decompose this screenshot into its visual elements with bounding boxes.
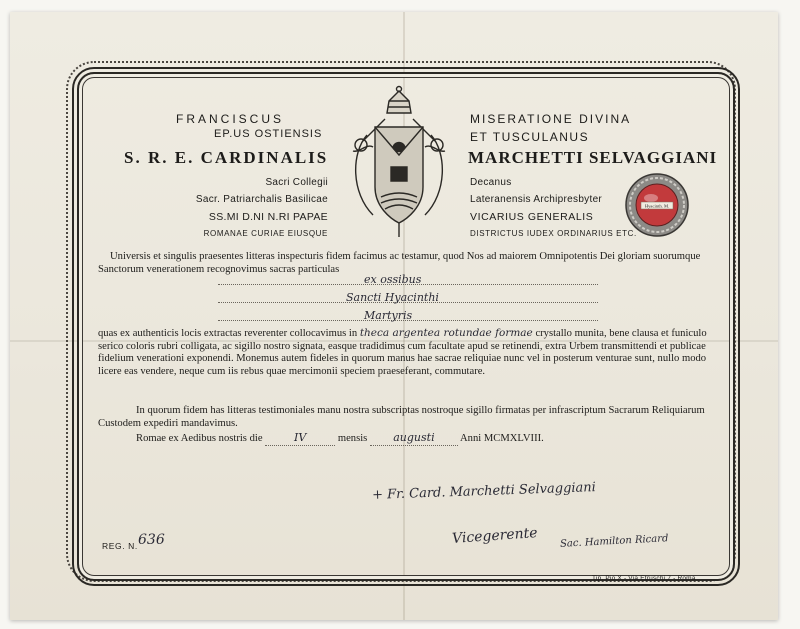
- reg-number: 636: [138, 532, 165, 548]
- reg-label: REG. N.: [102, 541, 138, 551]
- header-miseratione: MISERATIONE DIVINA: [470, 112, 632, 126]
- printer-imprint: Tip. Pio X - Via Etruschi 7 - Roma: [592, 575, 696, 582]
- handwritten-saint-name: Sancti Hyacinthi: [346, 291, 439, 304]
- header-vicarius: VICARIUS GENERALIS: [470, 211, 594, 223]
- handwritten-ex-ossibus: ex ossibus: [364, 273, 422, 286]
- date-prefix: Romae ex Aedibus nostris die: [136, 433, 263, 444]
- header-sacri-collegii: Sacri Collegii: [265, 177, 328, 188]
- coat-of-arms-emblem: [345, 83, 453, 243]
- header-patriarchalis: Sacr. Patriarchalis Basilicae: [195, 194, 328, 205]
- handwritten-martyris: Martyris: [364, 309, 413, 322]
- header-districtus: DISTRICTUS IUDEX ORDINARIUS ETC.: [470, 229, 637, 238]
- date-line: [136, 432, 656, 446]
- header-archipresbyter: Lateranensis Archipresbyter: [470, 194, 603, 205]
- date-month: augusti: [370, 432, 458, 446]
- signature-vicegerente: Vicegerente: [451, 525, 539, 547]
- header-decanus: Decanus: [470, 177, 512, 188]
- date-day: IV: [265, 432, 335, 446]
- header-franciscus: FRANCISCUS: [176, 112, 285, 126]
- paragraph-collocavimus: [98, 327, 710, 378]
- reliquary-theca: [624, 172, 690, 238]
- header-tusculanus: ET TUSCULANUS: [470, 130, 590, 144]
- date-mensis: mensis: [337, 433, 368, 444]
- collocavimus-rest: crystallo munita, bene clausa et funiculo serico coloris rubri colligata, ac sigillo nostro signata, easque tradidimus cum facultate apud se retinendi, extra Urbem transmittendi et publicae fidelium venerationi exponendi. Monemus autem fideles in quorum manus hae sacrae reliquiae nunc vel in posterum venturae sunt, nullo modo licere eas vendere, neque cum iis rebus quae mercimonii speciem praeseferant, commutare.: [98, 328, 707, 377]
- handwritten-theca: theca argentea rotundae formae: [359, 327, 533, 339]
- signature-custos: Sac. Hamilton Ricard: [559, 533, 669, 550]
- signature-cardinal: + Fr. Card. Marchetti Selvaggiani: [371, 480, 597, 503]
- collocavimus-text: quas ex authenticis locis extractas reverenter collocavimus in: [98, 328, 358, 339]
- header-ostiensis: EP.US OSTIENSIS: [214, 128, 323, 140]
- paragraph-in-quorum: In quorum fidem has litteras testimoniales manu nostra subscriptas nostroque sigillo firmatas per infrascriptum Sacrarum Reliquiarum Custodem expediri mandavimus.: [98, 405, 705, 429]
- header-cardinalis: S. R. E. CARDINALIS: [124, 148, 329, 167]
- header-romanae-curiae: ROMANAE CURIAE EIUSQUE: [203, 229, 328, 238]
- date-year: Anni MCMXLVIII.: [460, 433, 544, 444]
- header-marchetti: MARCHETTI SELVAGGIANI: [468, 148, 718, 167]
- paragraph-intro: Universis et singulis praesentes litteras inspecturis fidem facimus ac testamur, quod Nos ad maiorem Omnipotentis Dei gloriam suorumque Sanctorum venerationem recognovimus sacras particulas: [98, 251, 701, 275]
- header-papae: SS.MI D.NI N.RI PAPAE: [208, 211, 328, 223]
- reliquary-label: Hyacinth. M.: [644, 203, 670, 209]
